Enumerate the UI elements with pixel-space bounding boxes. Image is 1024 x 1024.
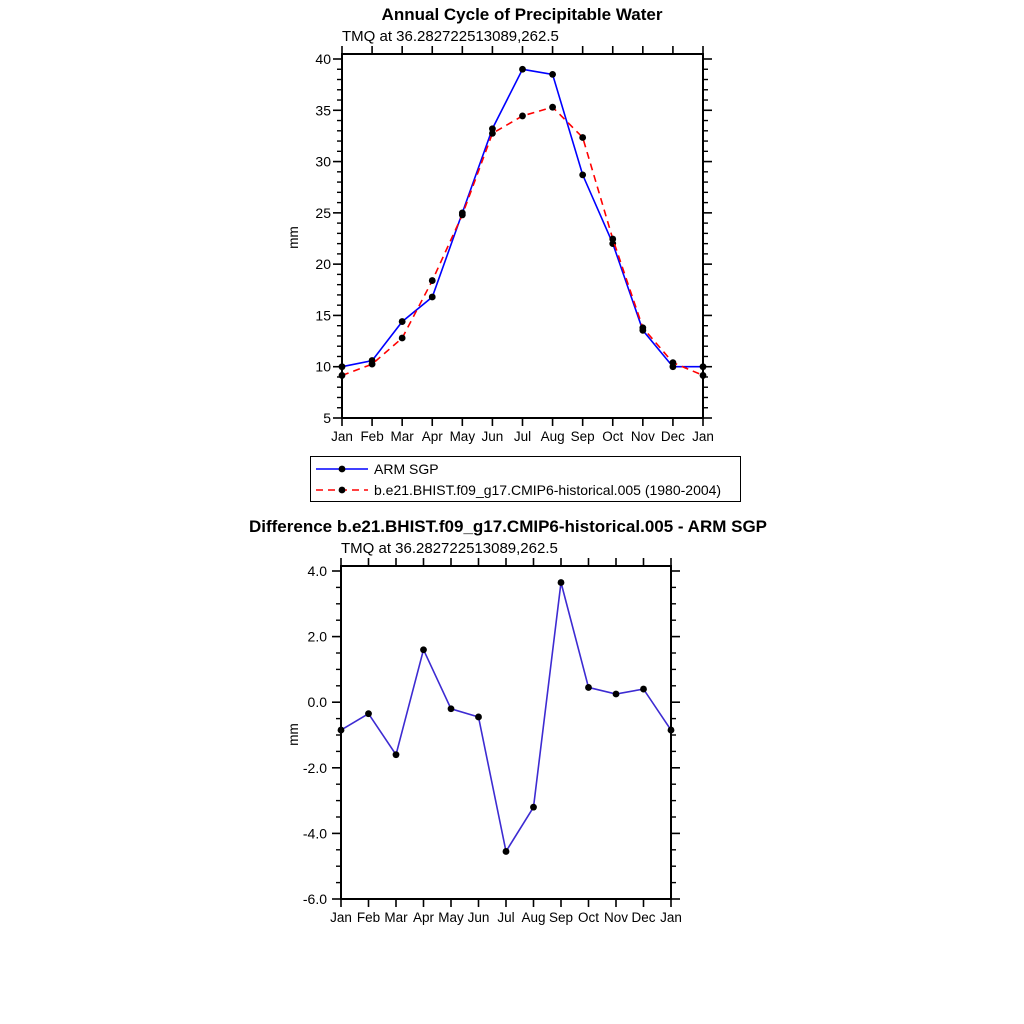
x-tick-label: May bbox=[438, 910, 464, 925]
y-tick-label: 35 bbox=[315, 102, 331, 119]
data-point-marker bbox=[399, 318, 406, 325]
data-point-marker bbox=[549, 104, 556, 111]
x-tick-label: Aug bbox=[521, 910, 546, 925]
y-tick-label: 5 bbox=[323, 410, 331, 426]
y-tick-label: -4.0 bbox=[302, 825, 327, 842]
plot-frame bbox=[342, 54, 703, 418]
y-tick-label: 4.0 bbox=[307, 563, 327, 579]
data-point-marker bbox=[585, 684, 592, 691]
data-point-marker bbox=[558, 579, 565, 586]
x-tick-label: Feb bbox=[356, 910, 381, 925]
top-chart-subtitle: TMQ at 36.282722513089,262.5 bbox=[342, 28, 559, 45]
legend-line-sample-solid-blue bbox=[314, 461, 370, 477]
x-tick-label: Apr bbox=[421, 429, 443, 444]
data-point-marker bbox=[609, 236, 616, 243]
data-point-marker bbox=[519, 66, 526, 73]
x-tick-label: Jun bbox=[481, 429, 504, 444]
series-line bbox=[342, 107, 703, 375]
data-point-marker bbox=[503, 848, 510, 855]
x-tick-label: Jun bbox=[467, 910, 490, 925]
data-point-marker bbox=[339, 363, 346, 370]
x-tick-label: Jan bbox=[692, 429, 714, 444]
data-point-marker bbox=[640, 686, 647, 693]
y-tick-label: 2.0 bbox=[307, 628, 327, 645]
x-tick-label: Nov bbox=[603, 910, 629, 925]
x-tick-label: Jul bbox=[497, 910, 515, 925]
x-tick-label: Dec bbox=[631, 910, 656, 925]
x-tick-label: Jan bbox=[330, 910, 352, 925]
data-point-marker bbox=[448, 705, 455, 712]
x-tick-label: Apr bbox=[412, 910, 435, 925]
data-point-marker bbox=[700, 363, 707, 370]
legend-line-sample-dashed-red bbox=[314, 482, 370, 498]
data-point-marker bbox=[459, 212, 466, 219]
x-tick-label: Jan bbox=[331, 429, 353, 444]
x-tick-label: Oct bbox=[602, 429, 624, 444]
y-tick-label: 25 bbox=[315, 204, 331, 221]
data-point-marker bbox=[365, 710, 372, 717]
data-point-marker bbox=[420, 646, 427, 653]
legend-box bbox=[310, 456, 741, 502]
data-point-marker bbox=[700, 372, 707, 379]
data-point-marker bbox=[369, 361, 376, 368]
top-chart-plot bbox=[315, 46, 713, 444]
data-point-marker bbox=[530, 804, 537, 811]
data-point-marker bbox=[393, 751, 400, 758]
y-tick-label: -2.0 bbox=[302, 759, 327, 776]
legend-item-arm-sgp bbox=[314, 458, 740, 479]
x-tick-label: Jul bbox=[513, 429, 532, 444]
top-chart-title: Annual Cycle of Precipitable Water bbox=[381, 5, 663, 24]
data-point-marker bbox=[429, 294, 436, 301]
y-tick-label: -6.0 bbox=[302, 891, 327, 907]
data-point-marker bbox=[338, 727, 345, 734]
legend-label-model: b.e21.BHIST.f09_g17.CMIP6-historical.005 (1980-2004) bbox=[374, 481, 722, 498]
data-point-marker bbox=[670, 359, 677, 366]
x-tick-label: Mar bbox=[390, 429, 414, 444]
data-point-marker bbox=[475, 714, 482, 721]
x-tick-label: Dec bbox=[660, 429, 685, 444]
x-tick-label: Sep bbox=[548, 910, 574, 925]
legend-item-model bbox=[314, 479, 740, 500]
data-point-marker bbox=[639, 324, 646, 331]
diff-chart-plot bbox=[303, 558, 682, 925]
x-tick-label: Sep bbox=[570, 429, 595, 444]
x-tick-label: Mar bbox=[384, 910, 408, 925]
data-point-marker bbox=[399, 335, 406, 342]
y-tick-label: 10 bbox=[315, 358, 331, 375]
x-tick-label: Aug bbox=[540, 429, 565, 444]
y-tick-label: 0.0 bbox=[307, 694, 327, 711]
y-tick-label: 40 bbox=[315, 51, 331, 67]
data-point-marker bbox=[519, 113, 526, 120]
y-tick-label: 20 bbox=[315, 256, 331, 273]
data-point-marker bbox=[489, 130, 496, 137]
data-point-marker bbox=[429, 277, 436, 284]
diff-chart-title: Difference b.e21.BHIST.f09_g17.CMIP6-historical.005 - ARM SGP bbox=[248, 517, 768, 536]
x-tick-label: Feb bbox=[360, 429, 384, 444]
x-tick-label: May bbox=[449, 429, 476, 444]
x-tick-label: Nov bbox=[630, 429, 655, 444]
y-tick-label: 15 bbox=[315, 307, 331, 324]
legend-label-arm-sgp: ARM SGP bbox=[374, 460, 439, 477]
data-point-marker bbox=[668, 727, 675, 734]
data-point-marker bbox=[339, 372, 346, 379]
data-point-marker bbox=[579, 134, 586, 141]
x-tick-label: Jan bbox=[660, 910, 682, 925]
x-tick-label: Oct bbox=[577, 910, 600, 925]
data-point-marker bbox=[549, 71, 556, 78]
diff-chart-subtitle: TMQ at 36.282722513089,262.5 bbox=[341, 540, 558, 557]
data-point-marker bbox=[579, 172, 586, 179]
data-point-marker bbox=[613, 691, 620, 698]
diff-chart-y-axis-label: mm bbox=[285, 723, 301, 746]
y-tick-label: 30 bbox=[315, 153, 331, 170]
top-chart-y-axis-label: mm bbox=[285, 226, 301, 249]
series-line bbox=[341, 583, 671, 852]
